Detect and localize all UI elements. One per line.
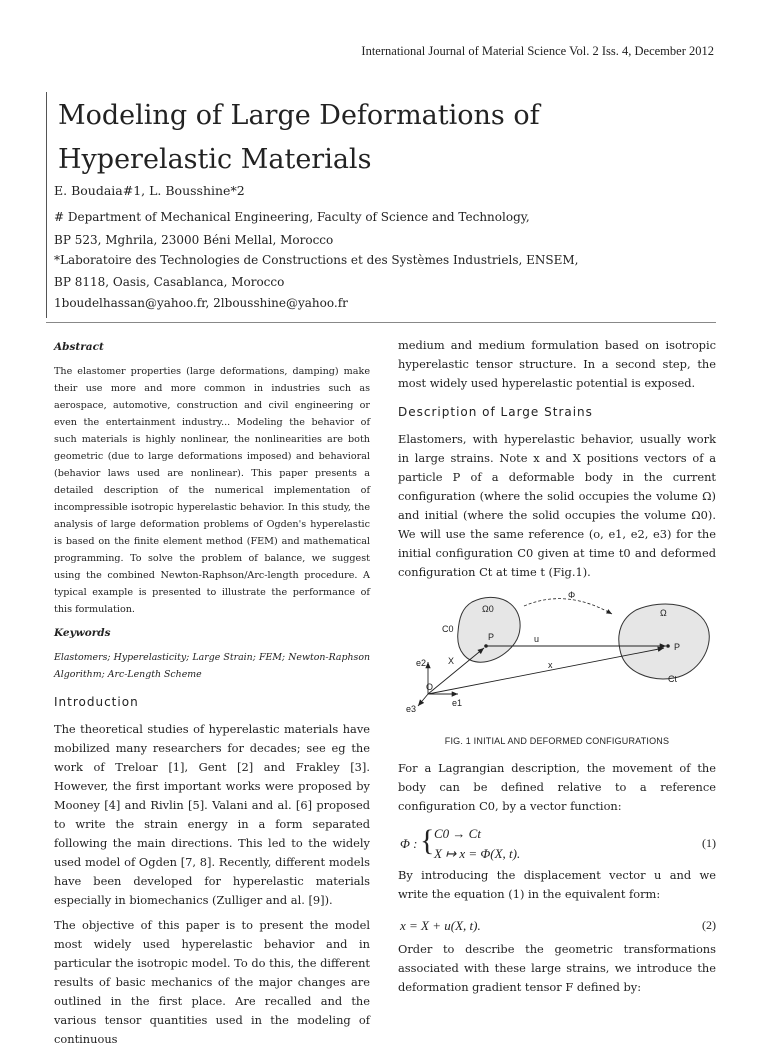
abstract-heading: Abstract [54, 341, 104, 353]
eq2-number: (2) [702, 918, 716, 932]
label-omega: Ω [660, 608, 667, 618]
affiliation-3: *Laboratoire des Technologies de Constructions et des Systèmes Industriels, ENSEM, [54, 253, 579, 267]
right-paragraph-4: By introducing the displacement vector u and we write the equation (1) in the equivalent form: [398, 868, 716, 901]
axis-e3 [418, 694, 428, 706]
label-phi: Φ [568, 590, 576, 600]
eq1-line-2: X ↦ x = Φ(X, t). [434, 846, 521, 861]
abstract-text: The elastomer properties (large deformations, damping) make their use more and more common in industries such as aerospace, automotive, construction and civil engineering or even the entertainment industry... Modeling the behavior of such materials is highly nonlinear, the nonlinearities are both geometric (due to large deformations imposed) and behavioral (behavior laws used are nonlinear). This paper presents a detailed description of the numerical implementation of incompressible isotropic hyperelastic behavior. In this study, the analysis of large deformation problems of Ogden's hyperelastic is based on the finite element method (FEM) and mathematical programming. To solve the problem of balance, we suggest using the combined Newton-Raphson/Arc-length procedure. A typical example is presented to illustrate the performance of this formulation. [54, 366, 370, 615]
keywords-heading: Keywords [54, 627, 111, 639]
eq1-line-1: C0 → Ct [434, 826, 481, 841]
intro-paragraph-1: The theoretical studies of hyperelastic materials have mobilized many researchers for decades; see eg the work of Treloar [1], Gent [2] and Frakley [3]. However, the first important works were proposed by Mooney [4] and Rivlin [5]. Valani and al. [6] proposed to write the strain energy in a form separated following the main directions. This led to the widely used model of Ogden [7, 8]. Recently, different models have been developed for hyperelastic materials especially in biomechanics (Zulliger and al. [9]). [54, 722, 370, 907]
eq1-prefix: Φ : [400, 836, 418, 851]
large-strains-heading: Description of Large Strains [398, 405, 593, 419]
label-e1: e1 [452, 698, 463, 708]
label-x: x [548, 660, 553, 670]
figure-caption: FIG. 1 INITIAL AND DEFORMED CONFIGURATIONS [444, 736, 670, 746]
equation-2 [398, 910, 716, 940]
label-u: u [534, 634, 540, 644]
equation-1 [398, 822, 716, 866]
label-c0: C0 [442, 624, 454, 634]
configuration-figure [398, 588, 716, 728]
label-p-current: P [674, 642, 681, 652]
right-paragraph-5: Order to describe the geometric transformations associated with these large strains, we introduce the deformation gradient tensor F defined by: [398, 942, 716, 994]
introduction-heading: Introduction [54, 695, 139, 709]
particle-initial [484, 644, 488, 648]
eq2-body: x = X + u(X, t). [400, 918, 481, 933]
position-vector-X [428, 648, 484, 694]
title-line-1: Modeling of Large Deformations of [58, 100, 540, 131]
title-line-2: Hyperelastic Materials [58, 144, 372, 175]
right-paragraph-3: For a Lagrangian description, the movement of the body can be defined relative to a reference configuration C0, by a vector function: [398, 761, 716, 813]
right-column [398, 336, 716, 1003]
right-paragraph-1: medium and medium formulation based on isotropic hyperelastic tensor structure. In a second step, the most widely used hyperelastic potential is exposed. [398, 338, 716, 390]
label-omega0: Ω0 [482, 604, 494, 614]
label-ct: Ct [668, 674, 677, 684]
label-X: X [448, 656, 455, 666]
header-divider [46, 322, 716, 323]
authors: E. Boudaia#1, L. Bousshine*2 [54, 183, 245, 198]
affiliation-4: BP 8118, Oasis, Casablanca, Morocco [54, 275, 285, 289]
label-p-initial: P [488, 632, 495, 642]
particle-current [666, 644, 670, 648]
intro-paragraph-2: The objective of this paper is to present the model most widely used hyperelastic behavior and in particular the isotropic model. To do this, the different results of basic mechanics of the major changes are outlined in the first place. Are recalled and the various tensor quantities used in the modeling of continuous [54, 918, 370, 1046]
label-e2: e2 [416, 658, 427, 668]
author-emails: 1boudelhassan@yahoo.fr, 2lbousshine@yahoo.fr [54, 296, 348, 310]
title-accent-bar [46, 92, 47, 318]
eq1-number: (1) [702, 836, 716, 850]
phi-mapping-arrow [524, 599, 612, 614]
eq1-brace: { [420, 824, 435, 857]
paper-title [58, 94, 718, 182]
label-o: O [426, 682, 434, 692]
right-paragraph-2: Elastomers, with hyperelastic behavior, usually work in large strains. Note x and X positions vectors of a particle P of a deformable body in the current configuration (where the solid occupies the volume Ω) and initial (where the solid occupies the volume Ω0). We will use the same reference (o, e1, e2, e3) for the initial configuration C0 given at time t0 and deformed configuration Ct at time t (Fig.1). [398, 432, 716, 579]
journal-header: International Journal of Material Science Vol. 2 Iss. 4, December 2012 [361, 44, 714, 58]
label-e3: e3 [406, 704, 417, 714]
affiliation-2: BP 523, Mghrila, 23000 Béni Mellal, Morocco [54, 233, 334, 247]
affiliation-1: # Department of Mechanical Engineering, Faculty of Science and Technology, [54, 210, 530, 224]
keywords-text: Elastomers; Hyperelasticity; Large Strain; FEM; Newton-Raphson Algorithm; Arc-Length Scheme [54, 652, 370, 680]
left-column [54, 338, 370, 1055]
